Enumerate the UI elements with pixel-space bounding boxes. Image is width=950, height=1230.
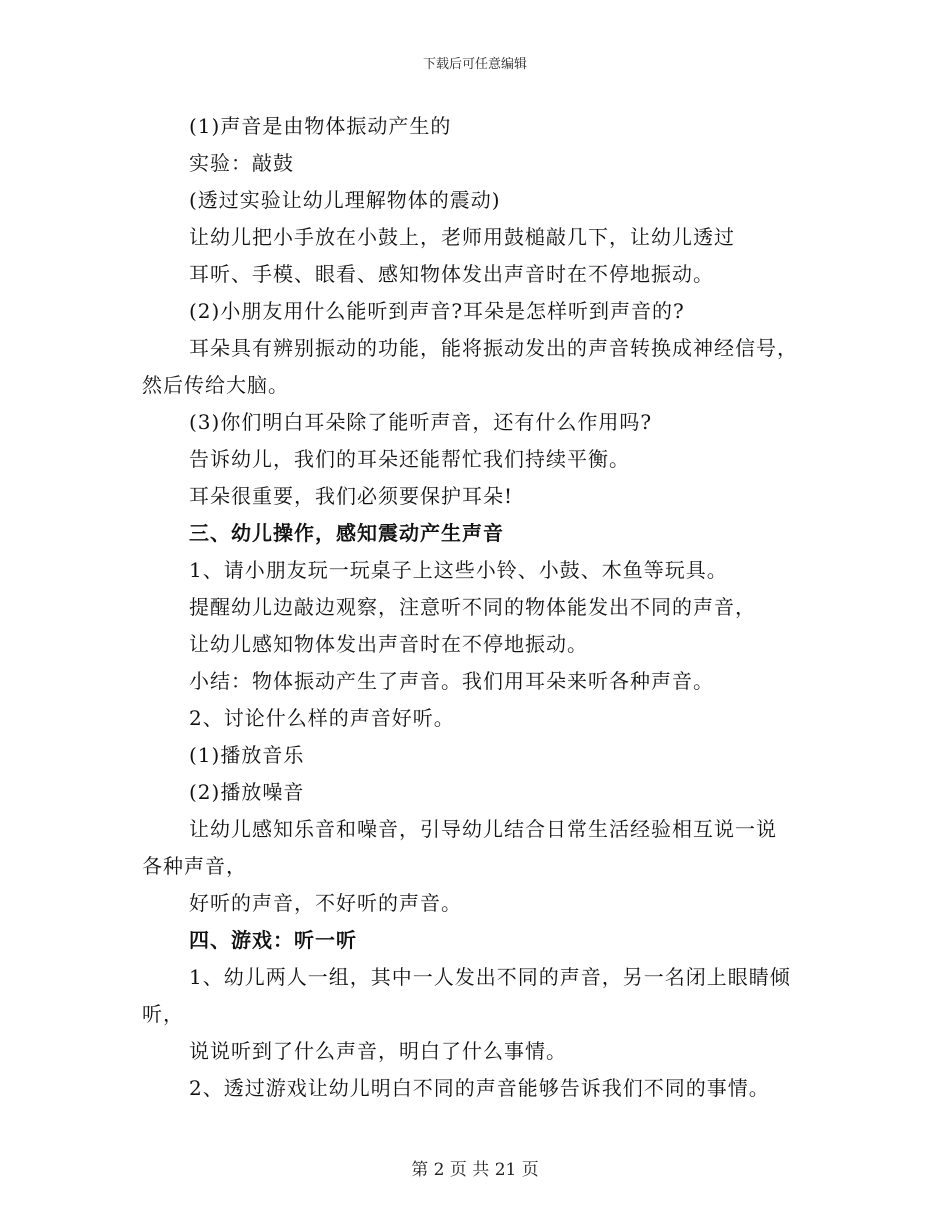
text-line: (2)小朋友用什么能听到声音?耳朵是怎样听到声音的?: [189, 299, 685, 323]
text-line: 说说听到了什么声音，明白了什么事情。: [189, 1039, 567, 1063]
text-line: 1、幼儿两人一组，其中一人发出不同的声音，另一名闭上眼睛倾: [189, 965, 791, 989]
text-line: 让幼儿把小手放在小鼓上，老师用鼓槌敲几下，让幼儿透过: [189, 225, 735, 249]
section-heading: 三、幼儿操作，感知震动产生声音: [189, 521, 504, 545]
text-line: (1)声音是由物体振动产生的: [189, 114, 452, 138]
section-heading: 四、游戏：听一听: [189, 928, 357, 952]
text-line: 耳听、手模、眼看、感知物体发出声音时在不停地振动。: [189, 262, 714, 286]
text-line: 听，: [142, 1002, 184, 1026]
text-line: 然后传给大脑。: [142, 373, 289, 397]
text-line: (2)播放噪音: [189, 780, 305, 804]
text-line: 让幼儿感知物体发出声音时在不停地振动。: [189, 632, 588, 656]
text-line: 实验：敲鼓: [189, 151, 294, 175]
document-body: [142, 108, 812, 1107]
text-line: 提醒幼儿边敲边观察，注意听不同的物体能发出不同的声音，: [189, 595, 756, 619]
text-line: 好听的声音，不好听的声音。: [189, 891, 462, 915]
text-line: 1、请小朋友玩一玩桌子上这些小铃、小鼓、木鱼等玩具。: [189, 558, 728, 582]
text-line: 2、透过游戏让幼儿明白不同的声音能够告诉我们不同的事情。: [189, 1076, 770, 1100]
page-header: 下载后可任意编辑: [422, 57, 527, 72]
page-footer: 第 2 页 共 21 页: [411, 1160, 539, 1180]
text-line: 耳朵很重要，我们必须要保护耳朵!: [189, 484, 514, 508]
text-line: (1)播放音乐: [189, 743, 305, 767]
text-line: 告诉幼儿，我们的耳朵还能帮忙我们持续平衡。: [189, 447, 630, 471]
text-line: 耳朵具有辨别振动的功能，能将振动发出的声音转换成神经信号，: [189, 336, 798, 360]
text-line: 2、讨论什么样的声音好听。: [189, 706, 455, 730]
text-line: 让幼儿感知乐音和噪音，引导幼儿结合日常生活经验相互说一说: [189, 817, 777, 841]
text-line: (透过实验让幼儿理解物体的震动): [189, 188, 501, 212]
text-line: (3)你们明白耳朵除了能听声音，还有什么作用吗?: [189, 410, 653, 434]
text-line: 小结：物体振动产生了声音。我们用耳朵来听各种声音。: [189, 669, 714, 693]
text-line: 各种声音，: [142, 854, 247, 878]
